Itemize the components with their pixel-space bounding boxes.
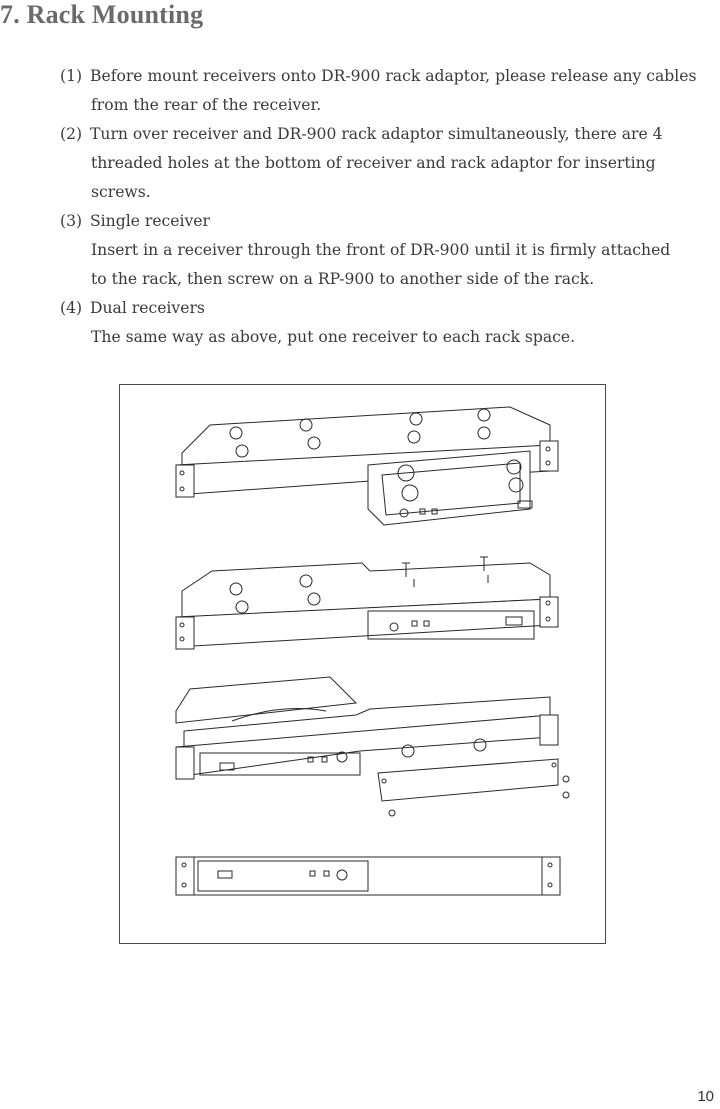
step-1 [60,62,720,120]
step-4 [60,294,720,352]
step-line: Dual receivers [90,299,205,317]
step-number: (2) [60,125,83,143]
step-line: Single receiver [90,212,210,230]
diagram-stage-1 [176,407,558,525]
step-line: screws. [91,183,151,201]
step-line: threaded holes at the bottom of receiver and rack adaptor for inserting [91,154,656,172]
step-line: Before mount receivers onto DR-900 rack adaptor, please release any cables [90,67,697,85]
step-number: (3) [60,212,83,230]
diagram-stage-2 [176,557,558,649]
section-title: 7. Rack Mounting [0,0,204,29]
diagram-stage-4 [176,857,560,895]
step-line: Turn over receiver and DR-900 rack adaptor simultaneously, there are 4 [90,125,663,143]
step-line: from the rear of the receiver. [91,96,322,114]
step-2 [60,120,720,207]
diagram-stage-3 [176,677,569,816]
page-number: 10 [697,1088,714,1105]
step-line: The same way as above, put one receiver to each rack space. [91,328,576,346]
step-line: Insert in a receiver through the front of DR-900 until it is firmly attached [91,241,671,259]
step-3 [60,207,720,294]
step-line: to the rack, then screw on a RP-900 to another side of the rack. [91,270,595,288]
instruction-list [60,62,720,352]
rack-mounting-illustration [119,384,606,944]
step-number: (1) [60,67,83,85]
rack-diagram-svg [120,385,607,945]
step-number: (4) [60,299,83,317]
